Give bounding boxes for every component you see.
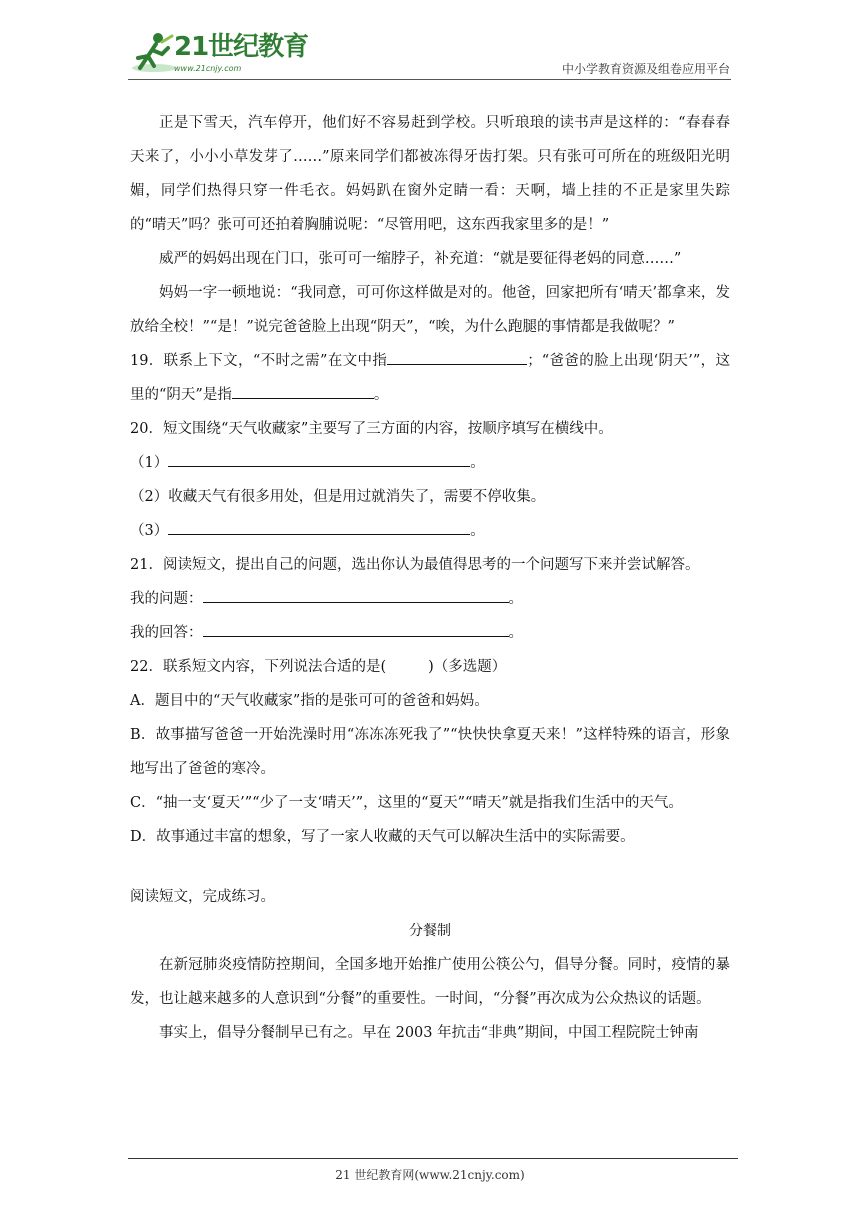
page-footer: 21 世纪教育网(www.21cnjy.com) [335,1168,525,1182]
document-body [130,106,730,1050]
q22-option-d[interactable]: D．故事通过丰富的想象，写了一家人收藏的天气可以解决生活中的实际需要。 [130,829,635,845]
question-20: 20．短文围绕“天气收藏家”主要写了三方面的内容，按顺序填写在横线中。 [130,421,613,437]
story-paragraph-2: 威严的妈妈出现在门口，张可可一缩脖子，补充道：“就是要征得老妈的同意……” [159,251,682,267]
q22-option-a[interactable]: A．题目中的“天气收藏家”指的是张可可的爸爸和妈妈。 [130,693,489,709]
q20-item-2: （2）收藏天气有很多用处，但是用过就消失了，需要不停收集。 [130,489,546,505]
section-gap [130,854,730,880]
logo-url: www.21cnjy.com [174,64,242,73]
q22-stem-b: )（多选题） [428,659,507,675]
platform-name: 中小学教育资源及组卷应用平台 [561,62,730,76]
q22-option-c[interactable]: C．“抽一支‘夏天’”“少了一支‘晴天’”，这里的“夏天”“晴天”就是指我们生活中的天气。 [130,795,683,811]
q19-text-1: 19．联系上下文，“不时之需”在文中指 [130,353,388,369]
runner-logo-icon [128,30,180,74]
q20-item-1-label: （1） [130,455,169,471]
q19-blank-1[interactable] [387,348,527,365]
q20-item-3-end: 。 [470,523,485,539]
q19-text-2: ；“爸爸的脸上出现‘阴天’”，这里的“阴天”是指 [130,353,730,403]
q20-item-1-end: 。 [470,455,485,471]
section2-title: 分餐制 [409,923,451,939]
footer-divider [128,1158,738,1159]
q20-blank-1[interactable] [168,450,470,467]
q21-question-label: 我的问题： [130,591,203,607]
q20-item-3-label: （3） [130,523,169,539]
q21-question-line [130,582,730,616]
page-header [128,30,730,80]
section2-paragraph-2: 事实上，倡导分餐制早已有之。早在 2003 年抗击“非典”期间，中国工程院院士钟南 [159,1025,699,1041]
q22-option-b[interactable]: B．故事描写爸爸一开始洗澡时用“冻冻冻死我了”“快快快拿夏天来！”这样特殊的语言，形象地写出了爸爸的寒冷。 [130,727,730,777]
q19-blank-2[interactable] [232,382,374,399]
q21-answer-end: 。 [508,625,523,641]
q21-question-end: 。 [508,591,523,607]
question-19 [130,344,730,412]
logo-text: 21世纪教育 [174,32,309,62]
q20-item-1 [130,446,730,480]
q21-answer-blank[interactable] [203,620,509,637]
section2-instruction: 阅读短文，完成练习。 [130,889,275,905]
q22-stem-a: 22．联系短文内容，下列说法合适的是( [130,659,387,675]
question-21: 21．阅读短文，提出自己的问题，选出你认为最值得思考的一个问题写下来并尝试解答。 [130,557,700,573]
question-22 [130,650,730,684]
q21-question-blank[interactable] [203,586,509,603]
q19-end: 。 [373,387,389,403]
q21-answer-label: 我的回答： [130,625,203,641]
q20-blank-3[interactable] [168,518,470,535]
story-paragraph-1: 正是下雪天，汽车停开，他们好不容易赶到学校。只听琅琅的读书声是这样的：“春春春天来了，小小小草发芽了……”原来同学们都被冻得牙齿打架。只有张可可所在的班级阳光明媚，同学们热得只穿一件毛衣。妈妈趴在窗外定睛一看：天啊，墙上挂的不正是家里失踪的“晴天”吗？张可可还拍着胸脯说呢：“尽管用吧，这东西我家里多的是！” [130,115,730,233]
section2-paragraph-1: 在新冠肺炎疫情防控期间，全国多地开始推广使用公筷公勺，倡导分餐。同时，疫情的暴发，也让越来越多的人意识到“分餐”的重要性。一时间，“分餐”再次成为公众热议的话题。 [130,957,730,1007]
story-paragraph-3: 妈妈一字一顿地说：“我同意，可可你这样做是对的。他爸，回家把所有‘晴天’都拿来，发放给全校！”“是！”说完爸爸脸上出现“阴天”，“唉，为什么跑腿的事情都是我做呢？” [130,285,730,335]
header-divider [128,79,731,80]
q20-item-3 [130,514,730,548]
q21-answer-line [130,616,730,650]
